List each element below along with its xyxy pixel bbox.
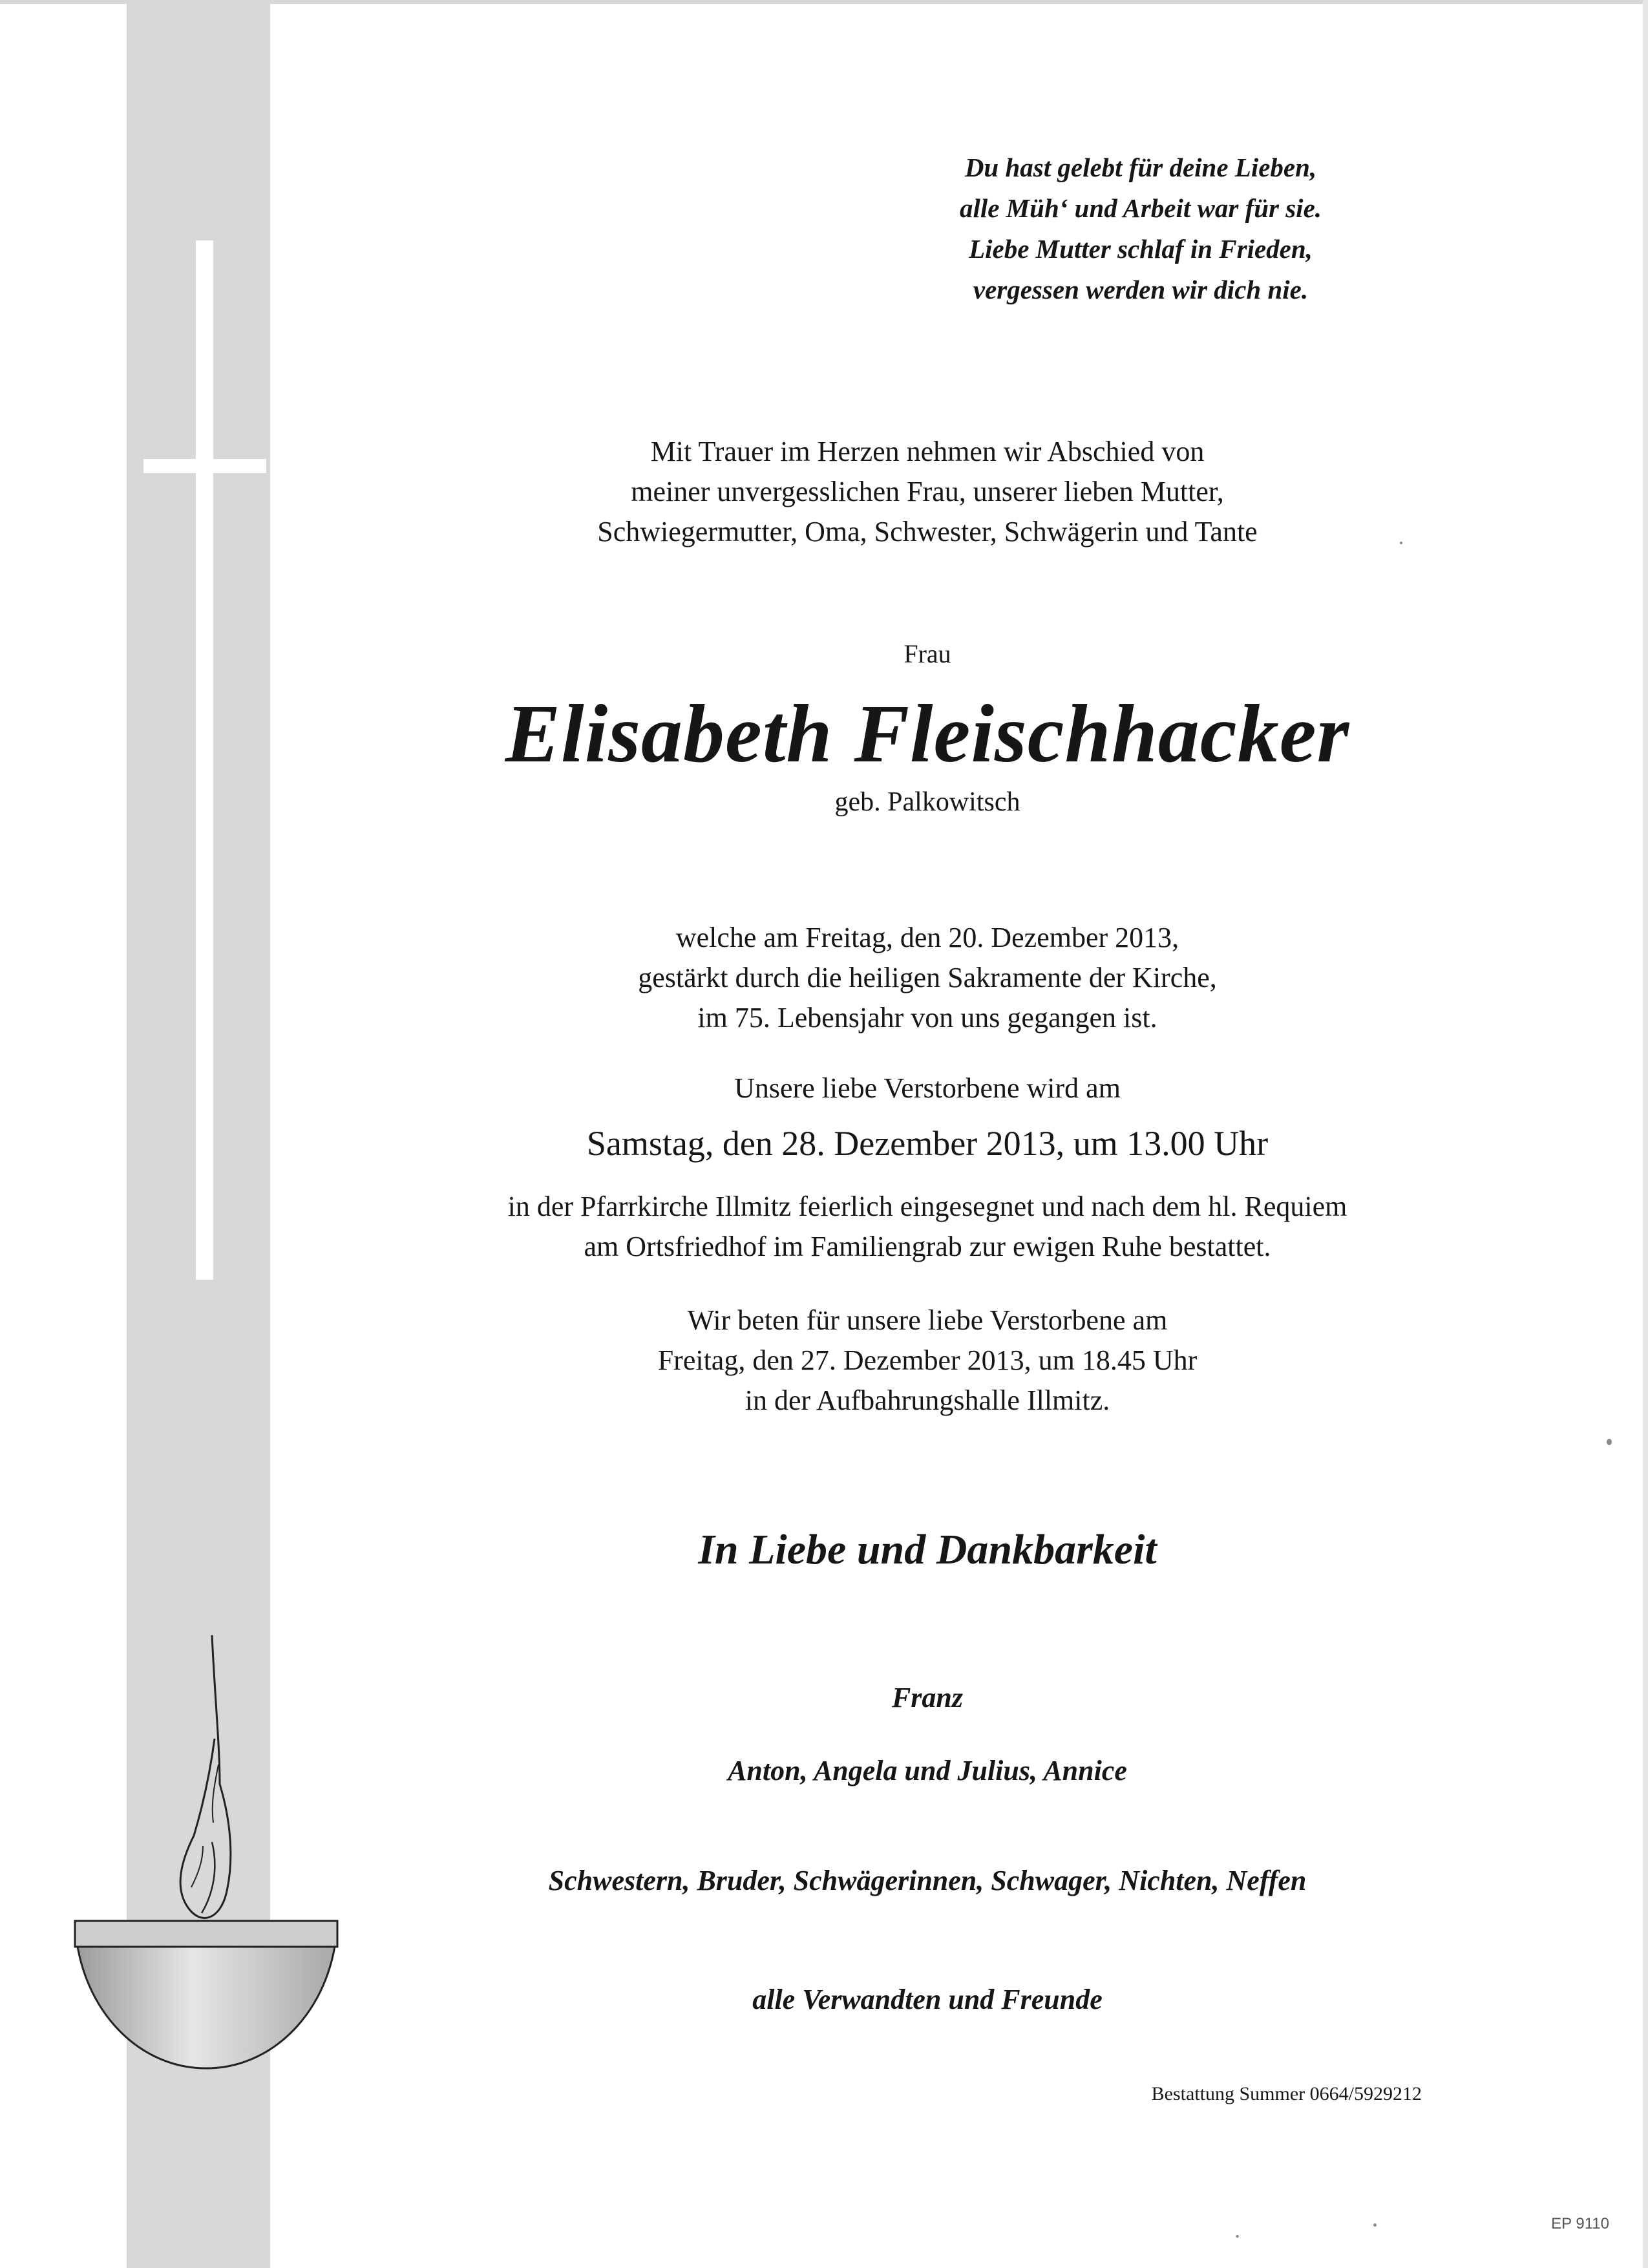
motto-verse — [834, 147, 1448, 310]
cross-horizontal-beam — [143, 459, 266, 473]
death-line: im 75. Lebensjahr von uns gegangen ist. — [697, 1002, 1157, 1033]
motto-line: Du hast gelebt für deine Lieben, — [964, 153, 1317, 182]
burial-place-line: in der Pfarrkirche Illmitz feierlich eingesegnet und nach dem hl. Requiem — [507, 1191, 1347, 1222]
burial-place-line: am Ortsfriedhof im Familiengrab zur ewigen Ruhe bestattet. — [584, 1231, 1271, 1262]
motto-line: Liebe Mutter schlaf in Frieden, — [969, 234, 1313, 264]
death-line: welche am Freitag, den 20. Dezember 2013, — [675, 922, 1179, 953]
mourner-line: Schwestern, Bruder, Schwägerinnen, Schwager, Nichten, Neffen — [548, 1865, 1307, 1896]
scan-speck — [1607, 1439, 1612, 1445]
motto-line: alle Müh‘ und Arbeit war für sie. — [959, 193, 1322, 223]
deceased-name: Elisabeth Fleischhacker — [505, 688, 1350, 779]
scan-speck — [1400, 542, 1402, 544]
death-notice — [362, 918, 1493, 1038]
prayer-line: Freitag, den 27. Dezember 2013, um 18.45 Uhr — [657, 1344, 1198, 1376]
scan-speck — [1373, 2223, 1377, 2227]
maiden-name: geb. Palkowitsch — [834, 787, 1020, 817]
prayer-line: Wir beten für unsere liebe Verstorbene am — [687, 1304, 1168, 1336]
deceased-title: Frau — [903, 639, 951, 668]
scan-speck — [1236, 2235, 1239, 2238]
intro-text — [362, 432, 1493, 552]
prayer-line: in der Aufbahrungshalle Illmitz. — [745, 1384, 1110, 1416]
cross-vertical-beam — [196, 240, 213, 1280]
burial-date: Samstag, den 28. Dezember 2013, um 13.00 Uhr — [586, 1124, 1269, 1163]
candle-bowl-icon — [65, 1616, 349, 2107]
closing-phrase: In Liebe und Dankbarkeit — [698, 1526, 1157, 1573]
intro-line: Schwiegermutter, Oma, Schwester, Schwägerin und Tante — [597, 516, 1258, 547]
intro-line: Mit Trauer im Herzen nehmen wir Abschied von — [650, 436, 1205, 467]
motto-line: vergessen werden wir dich nie. — [973, 275, 1309, 304]
prayer-notice — [362, 1300, 1493, 1421]
burial-place — [362, 1187, 1493, 1267]
undertaker-contact: Bestattung Summer 0664/5929212 — [1151, 2083, 1422, 2104]
burial-intro: Unsere liebe Verstorbene wird am — [734, 1072, 1121, 1104]
mourner-line: Anton, Angela und Julius, Annice — [728, 1755, 1127, 1786]
death-line: gestärkt durch die heiligen Sakramente der Kirche, — [638, 962, 1217, 993]
mourner-line: alle Verwandten und Freunde — [752, 1984, 1103, 2015]
mourner-line: Franz — [891, 1682, 964, 1713]
form-code: EP 9110 — [1551, 2215, 1609, 2232]
intro-line: meiner unvergesslichen Frau, unserer lieben Mutter, — [631, 476, 1224, 507]
